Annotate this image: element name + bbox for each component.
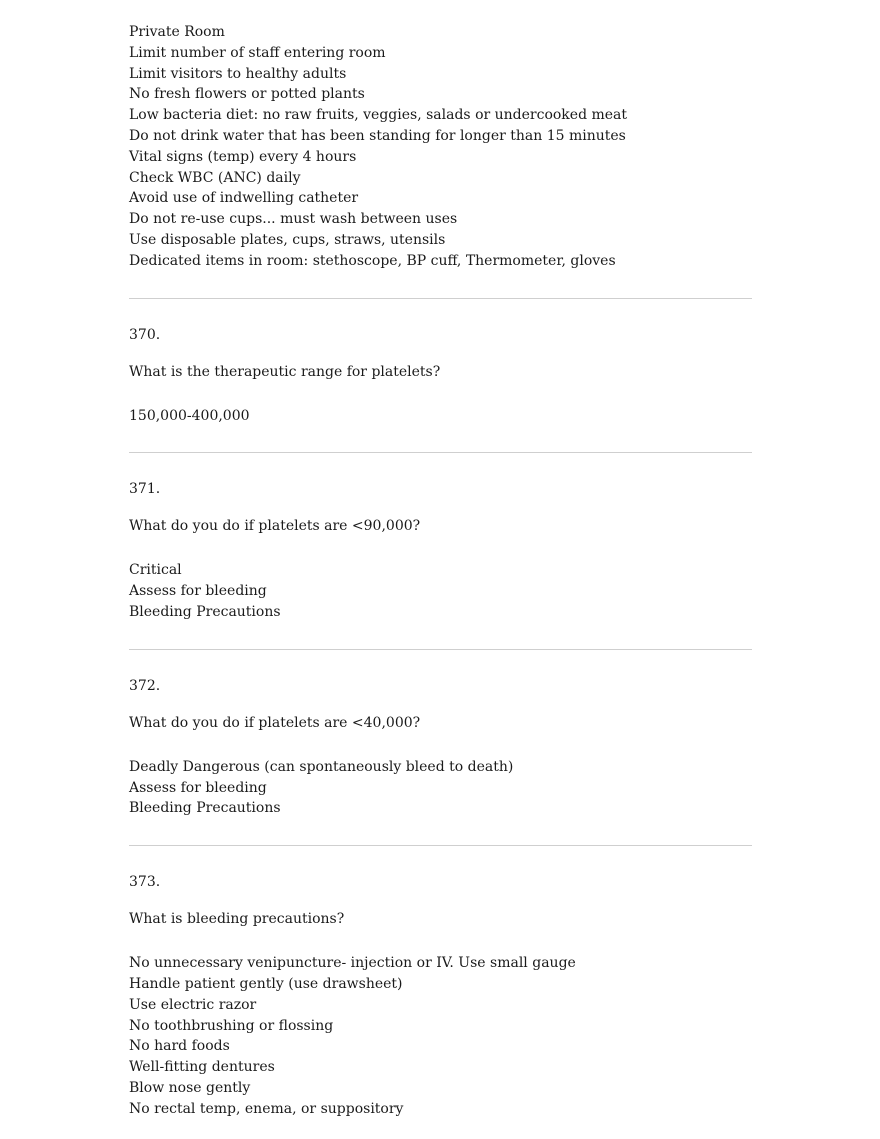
- answer-line: Assess for bleeding: [129, 779, 267, 796]
- answer-line: Do not re-use cups... must wash between uses: [129, 211, 458, 228]
- answer-line: Assess for bleeding: [129, 583, 267, 600]
- answer-line: Bleeding Precautions: [129, 603, 281, 620]
- card-divider: [129, 649, 752, 650]
- answer-line: Critical: [129, 562, 182, 579]
- answer-line: Private Room: [129, 24, 225, 40]
- answer-line: Deadly Dangerous (can spontaneously bleed to death): [129, 758, 514, 775]
- card-number: 370.: [129, 326, 161, 343]
- answer-line: No unnecessary venipuncture- injection or IV. Use small gauge: [129, 955, 576, 972]
- card-answer: [129, 560, 752, 622]
- card-divider: [129, 452, 752, 453]
- answer-line: Vital signs (temp) every 4 hours: [129, 148, 357, 165]
- card-answer: [129, 406, 752, 427]
- card-divider: [129, 845, 752, 846]
- card-question: What do you do if platelets are <40,000?: [129, 714, 421, 731]
- answer-line: Blow nose gently: [129, 1079, 251, 1096]
- answer-line: Do not drink water that has been standing for longer than 15 minutes: [129, 127, 626, 144]
- answer-line: Dedicated items in room: stethoscope, BP cuff, Thermometer, gloves: [129, 252, 616, 269]
- answer-line: Use electric razor: [129, 996, 257, 1013]
- answer-line: Handle patient gently (use drawsheet): [129, 975, 403, 992]
- card-answer: [129, 953, 752, 1119]
- answer-line: Well-fitting dentures: [129, 1059, 275, 1076]
- flashcard-document: [129, 22, 752, 1120]
- answer-line: Check WBC (ANC) daily: [129, 169, 301, 186]
- card-question: What is the therapeutic range for platelets?: [129, 363, 441, 380]
- previous-card-answer: [129, 22, 752, 272]
- answer-line: No fresh flowers or potted plants: [129, 86, 365, 103]
- answer-line: 150,000-400,000: [129, 407, 250, 424]
- flashcard: [129, 676, 752, 819]
- flashcard: [129, 872, 752, 1119]
- flashcard: [129, 325, 752, 427]
- answer-line: No rectal temp, enema, or suppository: [129, 1100, 404, 1117]
- card-number: 372.: [129, 677, 161, 694]
- answer-line: Use disposable plates, cups, straws, utensils: [129, 231, 446, 248]
- card-answer: [129, 757, 752, 819]
- card-number: 373.: [129, 874, 161, 891]
- flashcard: [129, 479, 752, 622]
- card-question: What do you do if platelets are <90,000?: [129, 518, 421, 535]
- answer-line: Limit number of staff entering room: [129, 44, 386, 61]
- card-divider: [129, 298, 752, 299]
- card-question: What is bleeding precautions?: [129, 911, 345, 928]
- answer-line: Low bacteria diet: no raw fruits, veggies, salads or undercooked meat: [129, 107, 628, 124]
- answer-line: No toothbrushing or flossing: [129, 1017, 334, 1034]
- answer-line: Avoid use of indwelling catheter: [129, 190, 359, 207]
- card-number: 371.: [129, 481, 161, 498]
- answer-line: No hard foods: [129, 1038, 230, 1055]
- answer-line: Limit visitors to healthy adults: [129, 65, 347, 82]
- answer-line: Bleeding Precautions: [129, 800, 281, 817]
